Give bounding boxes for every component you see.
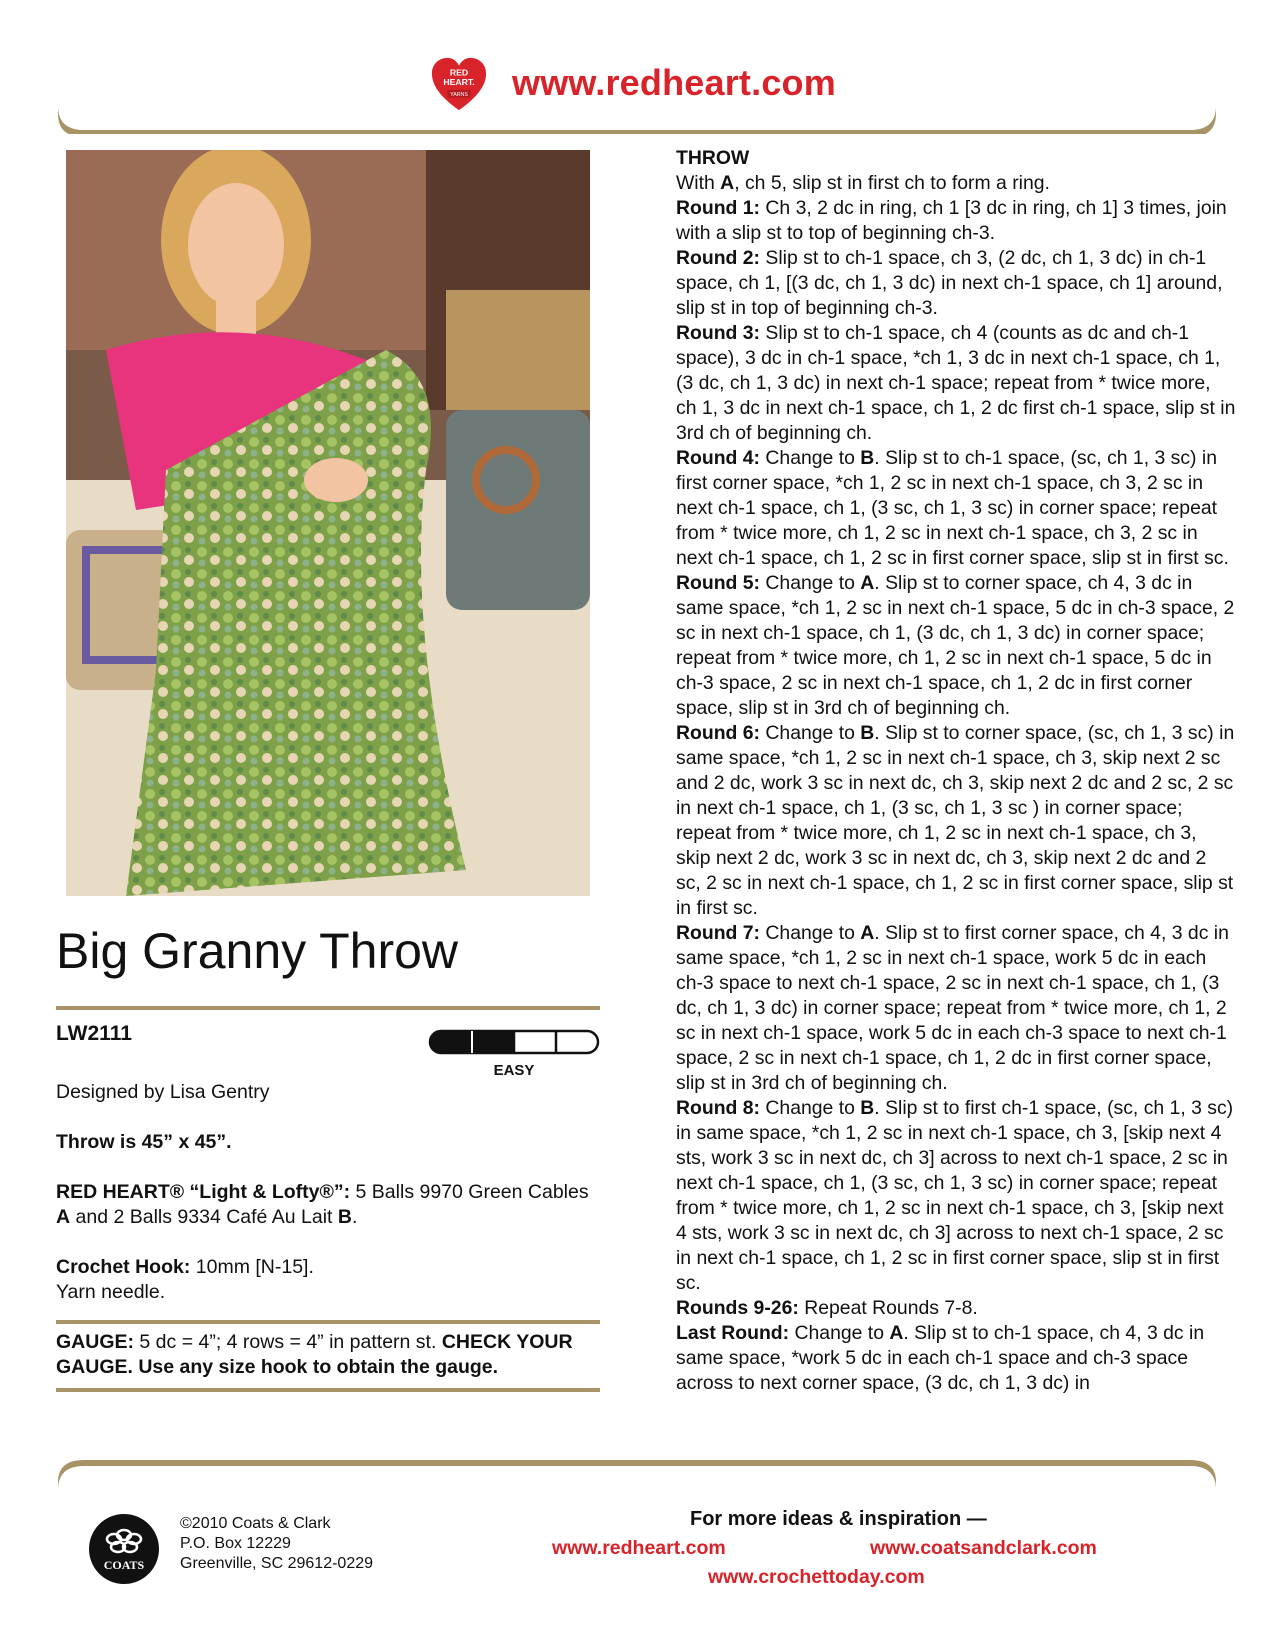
- yarn-label: RED HEART® “Light & Lofty®”:: [56, 1181, 351, 1203]
- yarn-color-b: B: [337, 1206, 352, 1228]
- skill-level-indicator: [428, 1028, 600, 1082]
- hook-label: Crochet Hook:: [56, 1256, 191, 1278]
- instruction-round-4: Round 4: Change to B. Slip st to ch-1 space, (sc, ch 1, 3 sc) in first corner space, *ch 1, 2 sc in next ch-1 space, ch 3, 2 sc in next ch-1 space, ch 1, (3 sc, ch 1, 3 sc) in corner space; repeat from * twice more, ch 1, 2 sc in next ch-1 space, ch 3, 2 sc in next ch-1 space, ch 1, 2 sc in first corner space, slip st in first sc.: [676, 447, 1229, 569]
- footer-link-redheart[interactable]: www.redheart.com: [552, 1537, 726, 1559]
- logo-text-bottom: YARNS: [450, 92, 468, 99]
- hook-text: 10mm [N-15].: [190, 1256, 314, 1278]
- product-photo: [66, 150, 590, 896]
- pattern-code: LW2111: [56, 1022, 132, 1045]
- footer-link-crochettoday[interactable]: www.crochettoday.com: [708, 1566, 925, 1588]
- footer-divider: [0, 1460, 1275, 1494]
- yarn-needle: Yarn needle.: [56, 1281, 166, 1303]
- pattern-title: Big Granny Throw: [56, 923, 459, 979]
- instruction-round-6: Round 6: Change to B. Slip st to corner space, (sc, ch 1, 3 sc) in same space, *ch 1, 2 sc in next ch-1 space, ch 3, skip next 2 sc and 2 dc, work 3 sc in next dc, ch 3, skip next 2 dc and 2 sc, 2 sc in next ch-1 space, ch 1, (3 sc, ch 1, 3 sc ) in corner space; repeat from * twice more, ch 1, 2 sc in next ch-1 space, ch 3, skip next 2 dc, work 3 sc in next dc, ch 3, skip next 2 dc and 2 sc, 2 sc in next ch-1 space, ch 1, 2 sc in first corner space, slip st in first sc.: [676, 722, 1235, 919]
- instruction-round-7: Round 7: Change to A. Slip st to first corner space, ch 4, 3 dc in same space, *ch 1, 2 sc in next ch-1 space, work 5 dc in each ch-3 space to next ch-1 space, 2 sc in next ch-1 space, ch 1, (3 dc, ch 1, 3 dc) in corner space; repeat from * twice more, ch 1, 2 sc in next ch-1 space, work 5 dc in each ch-3 space to next ch-1 space, 2 sc in next ch-1 space, ch 1, 2 dc in first corner space, slip st in 3rd ch of beginning ch.: [676, 922, 1229, 1094]
- section-heading-throw: THROW: [676, 147, 750, 169]
- finished-size: Throw is 45” x 45”.: [56, 1131, 232, 1153]
- gauge-info: [56, 1330, 596, 1380]
- company-address: [180, 1514, 373, 1574]
- coats-logo[interactable]: [88, 1513, 160, 1585]
- gauge-top-divider: [56, 1320, 600, 1324]
- copyright: ©2010 Coats & Clark: [180, 1515, 331, 1532]
- instruction-rounds-9-26: Rounds 9-26: Repeat Rounds 7-8.: [676, 1297, 978, 1319]
- yarn-end: .: [351, 1206, 358, 1228]
- skill-level-label: EASY: [493, 1062, 535, 1079]
- instruction-round-8: Round 8: Change to B. Slip st to first ch-1 space, (sc, ch 1, 3 sc) in same space, *ch 1, 2 sc in next ch-1 space, ch 3, [skip next 4 sts, work 3 sc in next dc, ch 3] across to next ch-1 space, 2 sc in next ch-1 space, ch 1, (3 sc, ch 1, 3 sc) in corner space; repeat from * twice more, ch 1, 2 sc in next ch-1 space, ch 3, [skip next 4 sts, work 3 sc in next dc, ch 3] across to next ch-1 space, 2 sc in next ch-1 space, ch 1, 2 sc in first corner space, slip st in first sc.: [676, 1097, 1234, 1294]
- city-state-zip: Greenville, SC 29612-0229: [180, 1555, 374, 1572]
- instruction-intro: With A, ch 5, slip st in first ch to form a ring.: [676, 172, 1050, 194]
- instruction-round-3: Round 3: Slip st to ch-1 space, ch 4 (counts as dc and ch-1 space), 3 dc in ch-1 space, *ch 1, 3 dc in next ch-1 space, ch 1, (3 dc, ch 1, 3 dc) in next ch-1 space; repeat from * twice more, ch 1, 3 dc in next ch-1 space, ch 1, 2 dc first ch-1 space, slip st in 3rd ch of beginning ch.: [676, 322, 1236, 444]
- designer-credit: Designed by Lisa Gentry: [56, 1081, 270, 1103]
- logo-text-middle: HEART.: [443, 77, 475, 87]
- po-box: P.O. Box 12229: [180, 1535, 291, 1552]
- header-divider: [0, 104, 1275, 134]
- header-site-url[interactable]: www.redheart.com: [512, 62, 836, 103]
- yarn-requirements: [56, 1180, 596, 1230]
- yarn-text-1: 5 Balls 9970 Green Cables: [350, 1181, 589, 1203]
- yarn-text-2: and 2 Balls 9334 Café Au Lait: [70, 1206, 338, 1228]
- footer-link-coatsandclark[interactable]: www.coatsandclark.com: [870, 1537, 1097, 1559]
- gauge-label: GAUGE:: [56, 1331, 134, 1353]
- instruction-round-1: Round 1: Ch 3, 2 dc in ring, ch 1 [3 dc in ring, ch 1] 3 times, join with a slip st to top of beginning ch-3.: [676, 197, 1227, 244]
- hook-requirements: [56, 1255, 596, 1305]
- logo-text-top: RED: [449, 67, 469, 78]
- gauge-bottom-divider: [56, 1388, 600, 1392]
- yarn-color-a: A: [56, 1206, 71, 1228]
- more-ideas-label: For more ideas & inspiration —: [690, 1508, 987, 1530]
- instructions-column: [676, 146, 1236, 1396]
- title-divider: [56, 1006, 600, 1010]
- coats-logo-text: COATS: [103, 1558, 145, 1572]
- instruction-round-5: Round 5: Change to A. Slip st to corner space, ch 4, 3 dc in same space, *ch 1, 2 sc in next ch-1 space, 5 dc in ch-3 space, 2 sc in next ch-1 space, ch 1, (3 dc, ch 1, 3 dc) in corner space; repeat from * twice more, ch 1, 2 sc in next ch-1 space, 5 dc in ch-3 space, 2 sc in next ch-1 space, ch 1, 2 dc in first corner space, slip st in 3rd ch of beginning ch.: [676, 572, 1235, 719]
- gauge-warning: CHECK YOUR GAUGE. Use any size hook to obtain the gauge.: [56, 1331, 573, 1378]
- instruction-round-2: Round 2: Slip st to ch-1 space, ch 3, (2 dc, ch 1, 3 dc) in ch-1 space, ch 1, [(3 dc, ch 1, 3 dc) in next ch-1 space, ch 1] around, slip st in top of beginning ch-3.: [676, 247, 1223, 319]
- instruction-last-round: Last Round: Change to A. Slip st to ch-1 space, ch 4, 3 dc in same space, *work 5 dc in each ch-1 space and ch-3 space across to next corner space, (3 dc, ch 1, 3 dc) in: [676, 1322, 1205, 1394]
- gauge-text: 5 dc = 4”; 4 rows = 4” in pattern st.: [134, 1331, 442, 1353]
